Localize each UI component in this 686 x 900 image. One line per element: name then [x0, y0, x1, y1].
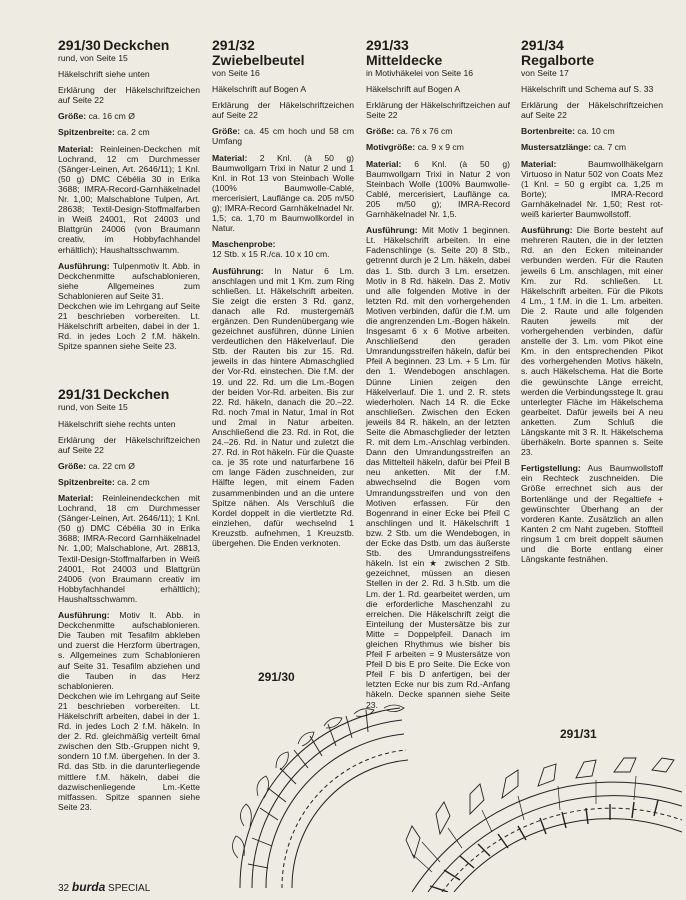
value: 2 Knl. (à 50 g) Baumwollgarn Trixi in Natur 2 und 1 Knl. in Rot 13 von Steinbach Wolle (100% Baumwolle-Cablé, mercerisiert, Lauflänge ca. 205 m/50 g); IMRA-Record Garnhäkelnadel Nr. 1,5; ca. 1,70 m Baumwollkordel in Natur. [212, 152, 355, 234]
article-number: 291/34 [521, 37, 564, 53]
article-number: 291/31 [58, 386, 101, 403]
label: Motivgröße: [366, 142, 416, 153]
article-subtitle: in Motivhäkelei von Seite 16 [366, 68, 474, 78]
paragraph: Häkelschrift auf Bogen A [366, 84, 461, 95]
article-number: 291/30 [58, 37, 101, 53]
value: In Natur 6 Lm. anschlagen und mit 1 Km. zum Ring schließen. Lt. Häkelschrift arbeiten. Sie zeigt die ersten 3 Rd. ganz, danach alle Rd. mustergemäß ergänzen. Den Rundenübergang wie gezeichnet ausführen, dünne Linien verdeutlichen den Häkelverlauf. Die Stb. der Rauten bis zur 15. Rd. jeweils in das hintere Abmaschglied der Vor-Rd. einstechen. Die f.M. der 19. und 22. Rd. um die Lm.-Bogen der beiden Vor-Rd. arbeiten. Bis zur 22. Rd. häkeln, danach die 20.–22. Rd. noch 7mal in Natur, 1mal in Rot und 2mal in Natur arbeiten. Anschließend die 23. Rd. in Rot, die 24.–26. Rd. in Natur und zuletzt die 27. Rd. in Rot häkeln. Für die Quaste ca. je 35 rote und naturfarbene 16 cm lange Fäden zuschneiden, zur Hälfte legen, mit einem Faden zusammenbinden und an die untere Spitze nähen. Als Verschluß die Kordel doppelt in die viertletzte Rd. einziehen, dafür wechselnd 1 Kreuzstb. aufnehmen, 1 Kreuzstb. übergehen. Die Enden verknoten. [212, 265, 355, 549]
page-footer [58, 880, 150, 894]
label: Fertigstellung: [521, 463, 581, 474]
label: Ausführung: [212, 265, 264, 276]
column-4 [521, 38, 663, 570]
value: ca. 16 cm Ø [88, 111, 135, 122]
label: Material: [212, 152, 248, 163]
article-subtitle: von Seite 16 [212, 68, 260, 78]
article-subtitle: rund, von Seite 15 [58, 53, 128, 63]
value: Aus Baumwollstoff ein Rechteck zuschneiden. Die Größe errechnet sich aus der Bortenlänge und der Regaltiefe + gewünschter Überhang an der vorderen Kante. Zusätzlich an allen Kanten 2 cm Naht zugeben. Stoffteil ringsum 1 cm breit doppelt säumen und die Borte entlang einer Längskante festnähen. [521, 463, 663, 565]
paragraph: Deckchen wie im Lehrgang auf Seite 21 beschrieben vorbereiten. Lt. Häkelschrift arbeiten, dabei in der 1. Rd. in jedes Loch 2 f.M. häkeln. In der 2. Rd. gleichmäßig verteilt 6mal zwischen den Stb.-Gruppen nicht 9, sondern 10 f.M. übergehen. In der 3. Rd. das Stb. in die darunterliegende mittlere f.M. häkeln, dabei die dazwischenliegende Lm.-Kette mitfassen. Spitze spannen siehe Seite 23. [58, 690, 200, 812]
diagram-label-left: 291/30 [258, 670, 295, 684]
paragraph: Häkelschrift siehe unten [58, 69, 150, 80]
paragraph: Erklärung der Häkelschriftzeichen auf Seite 22 [366, 100, 510, 121]
label: Material: [58, 493, 94, 503]
brand-logo: burda [71, 880, 106, 894]
value: Reinleinen-Deckchen mit Lochrand, 12 cm Durchmesser (Sänger-Leinen, Art. 2646/11); 1 Knl. (50 g) DMC Cébélia 30 in Erika 3688; IMRA-Record-Garnhäkelnadel Nr. 1,00; Malschablone Tulpen, Art. 28638; Textil-Design-Stoffmalfarben in Weiß 24001, Rot 24003 und Blattgrün 24006 (von Braumann creativ, im Hobbyfachhandel erhältlich); Haushaltsschwamm. [58, 143, 201, 255]
brand-special: SPECIAL [108, 883, 151, 894]
paragraph: Erklärung der Häkelschriftzeichen auf Seite 22 [212, 100, 354, 121]
article-title: Regalborte [521, 52, 595, 68]
label: Größe: [366, 126, 395, 137]
label: Größe: [58, 111, 87, 122]
label: Material: [366, 158, 402, 169]
value: Die Borte besteht auf mehreren Rauten, die in der letzten Rd. an den Ecken miteinander verbunden werden. Für die Rauten jeweils 6 Lm. anschlagen, mit einer Km. zur Rd. schließen. Lt. Häkelschrift arbeiten. Für die Pikots 4 Lm., 1 f.M. in die 1. Lm. arbeiten. Die 2. Raute und alle folgenden Rauten jeweils mit der vorhergehenden verbinden, dafür anstelle der 3. Lm. vom Pikot eine Km. in den entsprechenden Pikot des vorhergehenden Motivs häkeln, s. auch Häkelschema. Hat die Borte die gewünschte Länge erreicht, werden die Verbindungsstege lt. grau unterlegter Fläche im Häkelschema gearbeitet. Dafür jeweils bei A neu anketten. Zum Schluß die Längskante mit 3 R. lt. Häkelschema überhäkeln. Borte spannen s. Seite 23. [521, 225, 663, 458]
article-title: Deckchen [103, 386, 170, 403]
article-number: 291/32 [212, 37, 255, 53]
value: ca. 45 cm hoch und 58 cm Umfang [212, 126, 355, 147]
label: Material: [521, 158, 557, 169]
label: Größe: [212, 126, 241, 137]
article-title: Mitteldecke [366, 52, 443, 68]
value: ca. 9 x 9 cm [417, 142, 464, 153]
article-title: Zwiebelbeutel [212, 52, 305, 68]
paragraph: Erklärung der Häkelschriftzeichen auf Seite 22 [521, 100, 663, 121]
label: Spitzenbreite: [58, 127, 115, 138]
value: Mit Motiv 1 beginnen. Lt. Häkelschrift arbeiten. In eine Fadenschlinge (s. Seite 20) 8 Stb., getrennt durch je 2 Lm. häkeln, dabei das 1. Stb. durch 3 Lm. ersetzen. Motiv in 8 Rd. häkeln. Das 2. Motiv und alle folgenden Motive in der letzten Rd. mit den vorhergehenden Motiven verbinden, dafür die f.M. um die angrenzenden Lm.-Bogen häkeln. Insgesamt 6 x 6 Motive arbeiten. Anschließend den geraden Umrandungsstreifen häkeln, dafür bei Pfeil A beginnen. 23 Lm. + 5 Lm. für den 1. Wendebogen anschlagen. Dünne Linien zeigen den Häkelverlauf. Die 1. und 2. R. stets wiederholen. Nach 14 R. die Ecke anschließen. Zwischen den Ecken jeweils 84 R. häkeln, an der letzten Seite die Abmaschglieder der letzten R. mit dem Lm.-Anschlag verbinden. Dann den Umrandungsstreifen an das Mittelteil häkeln, dafür bei Pfeil B neu anketten. Mit der f.M. abwechselnd die Bogen vom Umrandungsstreifen und von den Motiven erfassen. Für den Bogenrand in einer Ecke bei Pfeil C anschlingen und lt. Häkelschrift 1 bzw. 2 Stb. um die Wendebogen, in der Ecke das Dstb. um das äußerste Stb. des Umrandungsstreifens häkeln. Ist ein ★ zwischen 2 Stb. gezeichnet, müssen an diesen Stellen in der 2. Rd. 3 h.Stb. um die Lm. der 1. Rd. gearbeitet werden, um die erforderliche Maschenzahl zu erreichen. Die Häkelschrift zeigt die Einteilung der Mustersätze bis zur Mitte = Doppelpfeil. Danach im gleichen Rhythmus wie bisher bis Pfeil F arbeiten = 9 Mustersätze von Pfeil D bis E pro Seite. Die Ecke von Pfeil F bis D anfertigen, bei der letzten Ecke nur bis zum Rd.-Anfang häkeln. Decke spannen siehe Seite 23. [366, 225, 510, 710]
diagram-label-right: 291/31 [560, 727, 597, 741]
label: Ausführung: [366, 225, 418, 236]
paragraph: Erklärung der Häkelschriftzeichen auf Seite 22 [58, 434, 200, 455]
value: Motiv lt. Abb. in Deckchenmitte aufschablonieren. Die Tauben mit Tesafilm abkleben und zuerst die Herzform übertragen, s. Allgemeines zum Schablonieren auf Seite 31. Tesafilm abziehen und die Tauben in das Herz schablonieren. [58, 610, 201, 691]
crochet-diagram-right [382, 742, 682, 892]
label: Größe: [58, 460, 87, 471]
value: ca. 22 cm Ø [88, 460, 135, 471]
label: Ausführung: [58, 260, 110, 271]
article-number: 291/33 [366, 37, 409, 53]
value: 12 Stb. x 15 R./ca. 10 x 10 cm. [212, 249, 330, 260]
show-through-text [300, 6, 680, 22]
article-subtitle: rund, von Seite 15 [58, 402, 128, 413]
value: Baumwollhäkelgarn Virtuoso in Natur 502 von Coats Mez (1 Knl. = 50 g ergibt ca. 1,25 m Borte); IMRA-Record Garnhäkelnadel Nr. 1,50; Rest rot-weiß karierter Baumwollstoff. [521, 158, 663, 220]
paragraph: Häkelschrift und Schema auf S. 33 [521, 84, 654, 95]
column-1 [58, 38, 200, 818]
paragraph: Häkelschrift auf Bogen A [212, 84, 307, 95]
label: Mustersatzlänge: [521, 142, 592, 153]
label: Maschenprobe: [212, 239, 276, 250]
value: ca. 2 cm [117, 127, 150, 138]
label: Bortenbreite: [521, 126, 575, 137]
label: Material: [58, 143, 94, 154]
column-3 [366, 38, 510, 716]
label: Spitzenbreite: [58, 476, 115, 487]
paragraph: Häkelschrift siehe rechts unten [58, 418, 176, 429]
label: Ausführung: [58, 610, 110, 621]
value: Reinleinendeckchen mit Lochrand, 18 cm Durchmesser (Sänger-Leinen, Art. 2646/11); 1 Knl. (50 g) DMC Cébélia 30 in Erika 3688; IMRA-Record Garnhäkelnadel Nr. 1,00; Malschablone, Art. 28813, Textil-Design-Stoffmalfarben in Weiß 24001, Rot 24003 und Blattgrün 24006 (von Braumann creativ im Hobbyfachhandel erhältlich); Haushaltsschwamm. [58, 493, 200, 604]
value: Tulpenmotiv lt. Abb. in Deckchenmitte aufschablonieren, siehe Allgemeines zum Schablonieren auf Seite 31. [58, 260, 201, 301]
label: Ausführung: [521, 225, 573, 236]
page-number: 32 [58, 883, 70, 894]
value: ca. 7 cm [593, 142, 627, 153]
article-subtitle: von Seite 17 [521, 68, 569, 78]
column-2 [212, 38, 354, 554]
value: ca. 76 x 76 cm [396, 126, 453, 137]
value: 6 Knl. (à 50 g) Baumwollgarn Trixi in Natur 2 von Steinbach Wolle (100% Baumwolle-Cablé, mercerisiert, Lauflänge ca. 205 m/50 g); IMRA-Record Garnhäkelnadel Nr. 1,5. [366, 158, 511, 220]
value: ca. 10 cm [577, 126, 615, 137]
paragraph: Erklärung der Häkelschriftzeichen auf Seite 22 [58, 85, 200, 106]
article-title: Deckchen [103, 37, 170, 53]
value: ca. 2 cm [117, 476, 150, 487]
paragraph: Deckchen wie im Lehrgang auf Seite 21 beschrieben vorbereiten. Lt. Häkelschrift arbeiten, dabei in der 1. Rd. in jedes Loch 2 f.M. häkeln. Spitze spannen siehe Seite 23. [58, 300, 200, 352]
